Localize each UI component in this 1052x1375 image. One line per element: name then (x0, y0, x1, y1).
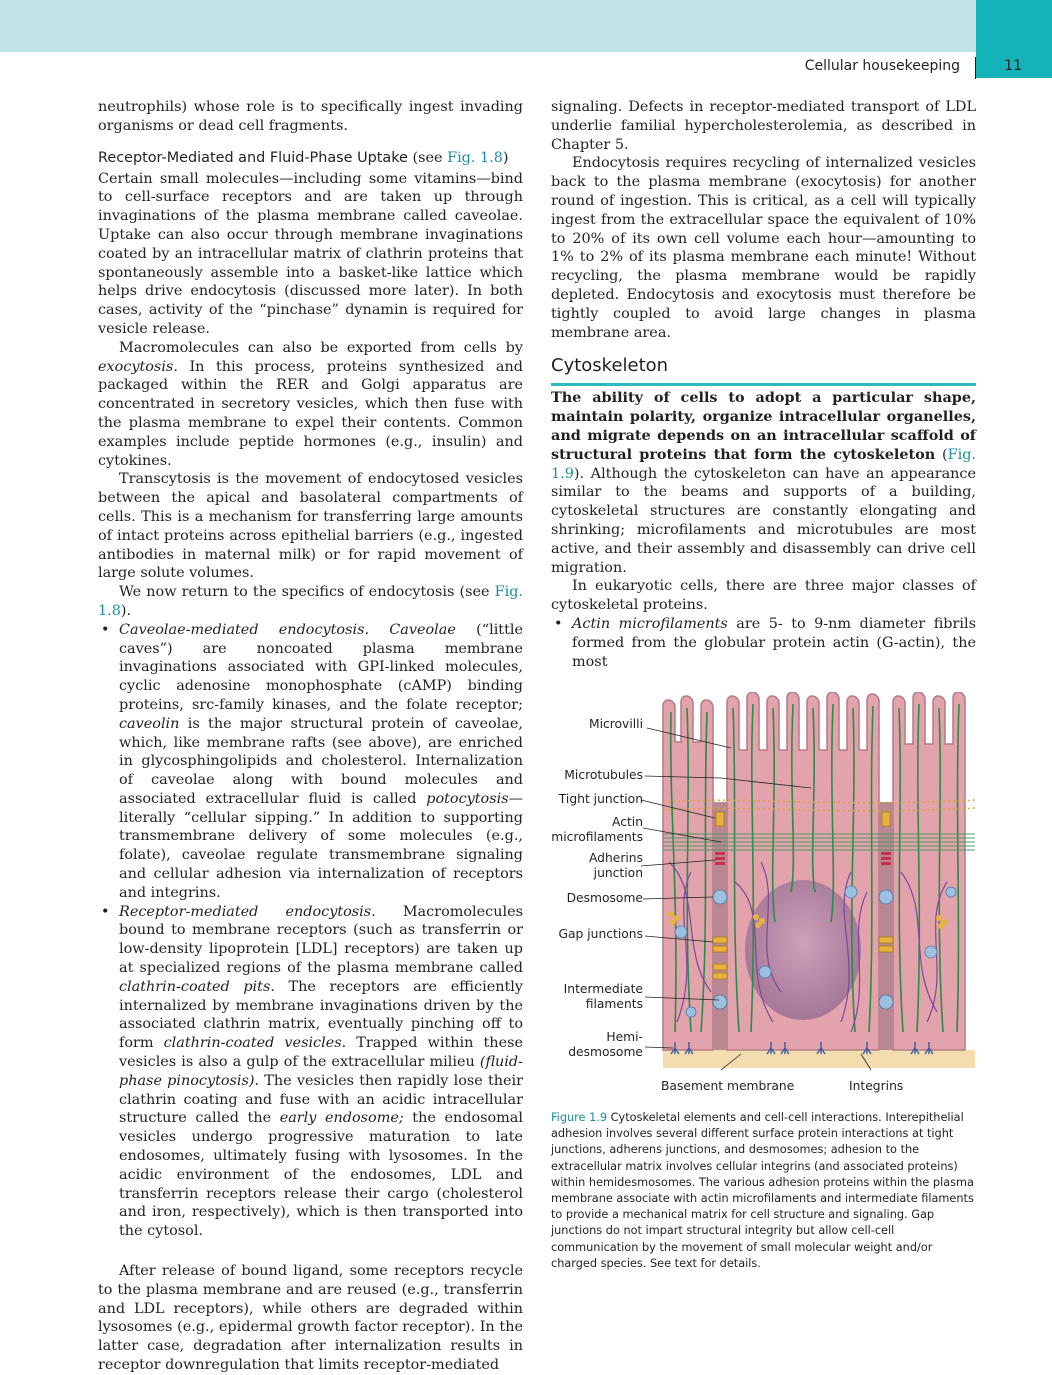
text-run: Macromolecules can also be exported from cells by (119, 339, 523, 356)
text-run: ). (120, 602, 132, 619)
label-adherins: Adherins (588, 851, 643, 865)
label-filaments: filaments (585, 997, 643, 1011)
bullet-icon: • (101, 621, 110, 638)
label-hemi: Hemi- (606, 1030, 643, 1044)
lateral-membrane (713, 802, 727, 1050)
bullet-icon: • (101, 903, 110, 920)
left-column (98, 98, 523, 1375)
figure-caption (551, 1110, 975, 1272)
figure-link[interactable]: Fig. 1.8 (447, 149, 503, 166)
header-divider (975, 57, 976, 79)
figure-cytoskeleton (551, 692, 975, 1100)
term: Receptor-mediated endocytosis. (119, 903, 376, 920)
page-number: 11 (1004, 58, 1022, 74)
label-gap-junctions: Gap junctions (558, 927, 643, 941)
paragraph: Transcytosis is the movement of endocytosed vesicles between the apical and basolateral compartments of cells. This is a mechanism for transferring large amounts of intact proteins across epithelial barriers (e.g., ingested antibodies in maternal milk) or for rapid movement of large solute volumes. (98, 471, 523, 582)
subsection-see: (see (412, 149, 448, 166)
text-run: is the major structural protein of caveolae, which, like membrane rafts (see above), are enriched in glycosphingolipids and cholesterol. Internalization of caveolae along with bound molecules and associated extracellular fluid is called (119, 715, 523, 807)
term: Caveolae-mediated endocytosis. Caveolae (119, 621, 456, 638)
right-column (551, 98, 976, 671)
term: early endosome; (279, 1110, 404, 1127)
figure-link[interactable]: Fig. 1.8 (98, 584, 523, 619)
text-run: . Trapped within these vesicles is also a gulp of the extracellular milieu (119, 1035, 523, 1071)
subsection-title: Receptor-Mediated and Fluid-Phase Uptake (98, 149, 408, 166)
text-run: . The receptors are efficiently internalized by membrane invaginations driven by the associated clathrin matrix, eventually pinching off to form (119, 978, 523, 1052)
bullet-icon: • (554, 615, 563, 632)
paragraph (98, 583, 523, 621)
paragraph: signaling. Defects in receptor-mediated transport of LDL underlie familial hypercholesterolemia, as described in Chapter 5. (551, 99, 976, 153)
label-desmosome-2: desmosome (568, 1045, 643, 1059)
caption-text: Cytoskeletal elements and cell-cell interactions. Interepithelial adhesion involves several different surface protein interactions at tight junctions, adherens junctions, and desmosomes; adhesion to the extracellular matrix involves cellular integrins (and associated proteins) within hemidesmosomes. The various adhesion proteins within the plasma membrane associate with actin microfilaments and intermediate filaments to provide a mechanical matrix for cell structure and signaling. Gap junctions do not impart structural integrity but allow cell-cell communication by the movement of small molecular weight and/or charged species. See text for details. (551, 1111, 974, 1270)
label-integrins: Integrins (849, 1079, 904, 1093)
paragraph: In eukaryotic cells, there are three major classes of cytoskeletal proteins. (551, 578, 976, 614)
running-head: Cellular housekeeping (804, 58, 960, 74)
text-run: We now return to the specifics of endocytosis (see (119, 584, 495, 601)
paragraph: Certain small molecules—including some vitamins—bind to cell-surface receptors and are taken up through invaginations of the plasma membrane called caveolae. Uptake can also occur through membrane invaginations coated by an intracellular matrix of clathrin proteins that spontaneously assemble into a basket-like lattice which helps drive endocytosis (discussed more later). In both cases, activity of the “pinchase” dynamin is required for vesicle release. (98, 170, 523, 337)
caption-label: Figure 1.9 (551, 1111, 608, 1124)
list-item (98, 903, 523, 1241)
figure-link[interactable]: Fig. 1.9 (551, 446, 976, 482)
paragraph (551, 389, 976, 577)
text-run: are 5- to 9-nm diameter fibrils formed from the globular protein actin (G-actin), the most (572, 615, 976, 670)
text-run: —literally “cellular sipping.” In addition to supporting transmembrane delivery of some molecules (e.g., folate), caveolae regulate transmembrane signaling and cellular adhesion via internalization of receptors and integrins. (119, 790, 523, 901)
lateral-membrane (879, 802, 893, 1050)
term: potocytosis (426, 790, 509, 807)
section-heading: Cytoskeleton (551, 354, 976, 386)
text-run: the endosomal vesicles undergo progressive maturation to late endosomes, ultimately fusing with lysosomes. In the acidic environment of the endosomes, LDL and transferrin receptors release their cargo (cholesterol and iron, respectively), which is then transported into the cytosol. (119, 1110, 523, 1240)
paragraph (98, 339, 523, 471)
term: clathrin-coated pits (119, 978, 271, 995)
label-microfilaments: microfilaments (551, 830, 643, 844)
term: Actin microfilaments (572, 615, 728, 632)
term: (fluid-phase pinocytosis) (119, 1054, 523, 1089)
text-run: ). Although the cytoskeleton can have an appearance similar to the beams and supports of a building, cytoskeletal structures are constantly elongating and shrinking; microfilaments and microtubules are most active, and their assembly and disassembly can drive cell migration. (551, 465, 976, 576)
text-run: Macromolecules bound to membrane receptors (such as transferrin or low-density lipoprotein [LDL] receptors) are taken up at specialized regions of the plasma membrane called (119, 903, 523, 977)
label-microtubules: Microtubules (564, 768, 643, 782)
subsection-close: ) (502, 149, 509, 166)
term: exocytosis (98, 358, 174, 375)
list-item (551, 615, 976, 671)
lead-statement: The ability of cells to adopt a particular shape, maintain polarity, organize intracellular organelles, and migrate depends on an intracellular scaffold of structural proteins that form the cytoskeleton (551, 389, 976, 463)
text-run: . The vesicles then rapidly lose their clathrin coating and fuse with an acidic intracellular structure called the (119, 1072, 524, 1127)
label-desmosome: Desmosome (566, 891, 643, 905)
list-item (98, 621, 523, 903)
text-run: . In this process, proteins synthesized and packaged within the RER and Golgi apparatus are concentrated in secretory vesicles, which then fuse with the plasma membrane to expel their contents. Common examples include peptide hormones (e.g., insulin) and cytokines. (98, 358, 523, 469)
label-intermediate: Intermediate (563, 982, 643, 996)
paragraph: neutrophils) whose role is to specifically ingest invading organisms or dead cell fragments. (98, 99, 523, 134)
header-band (0, 0, 1052, 52)
label-tight-junction: Tight junction (558, 792, 643, 806)
subsection-heading (98, 148, 523, 168)
label-microvilli: Microvilli (588, 717, 643, 731)
label-actin: Actin (612, 815, 643, 829)
text-run: ( (935, 446, 948, 463)
term: clathrin-coated vesicles (163, 1035, 342, 1052)
paragraph: Endocytosis requires recycling of internalized vesicles back to the plasma membrane (exocytosis) for another round of ingestion. This is critical, as a cell will typically ingest from the extracellular space the equivalent of 10% to 20% of its own cell volume each hour—amounting to 1% to 2% of its plasma membrane each minute! Without recycling, the plasma membrane would be rapidly depleted. Endocytosis and exocytosis must therefore be tightly coupled to avoid large changes in plasma membrane area. (551, 155, 976, 341)
basement-membrane (663, 1050, 975, 1068)
label-basement-membrane: Basement membrane (661, 1079, 795, 1093)
label-junction: junction (593, 866, 643, 880)
text-run: (“little caves”) are noncoated plasma membrane invaginations associated with GPI-linked molecules, cyclic adenosine monophosphate (cAMP) binding proteins, src-family kinases, and the folate receptor; (119, 621, 523, 713)
term: caveolin (119, 715, 180, 732)
paragraph: After release of bound ligand, some receptors recycle to the plasma membrane and are reused (e.g., transferrin and LDL receptors), while others are degraded within lysosomes (e.g., epidermal growth factor receptor). In the latter case, degradation after internalization results in receptor downregulation that limits receptor-mediated (98, 1263, 523, 1373)
